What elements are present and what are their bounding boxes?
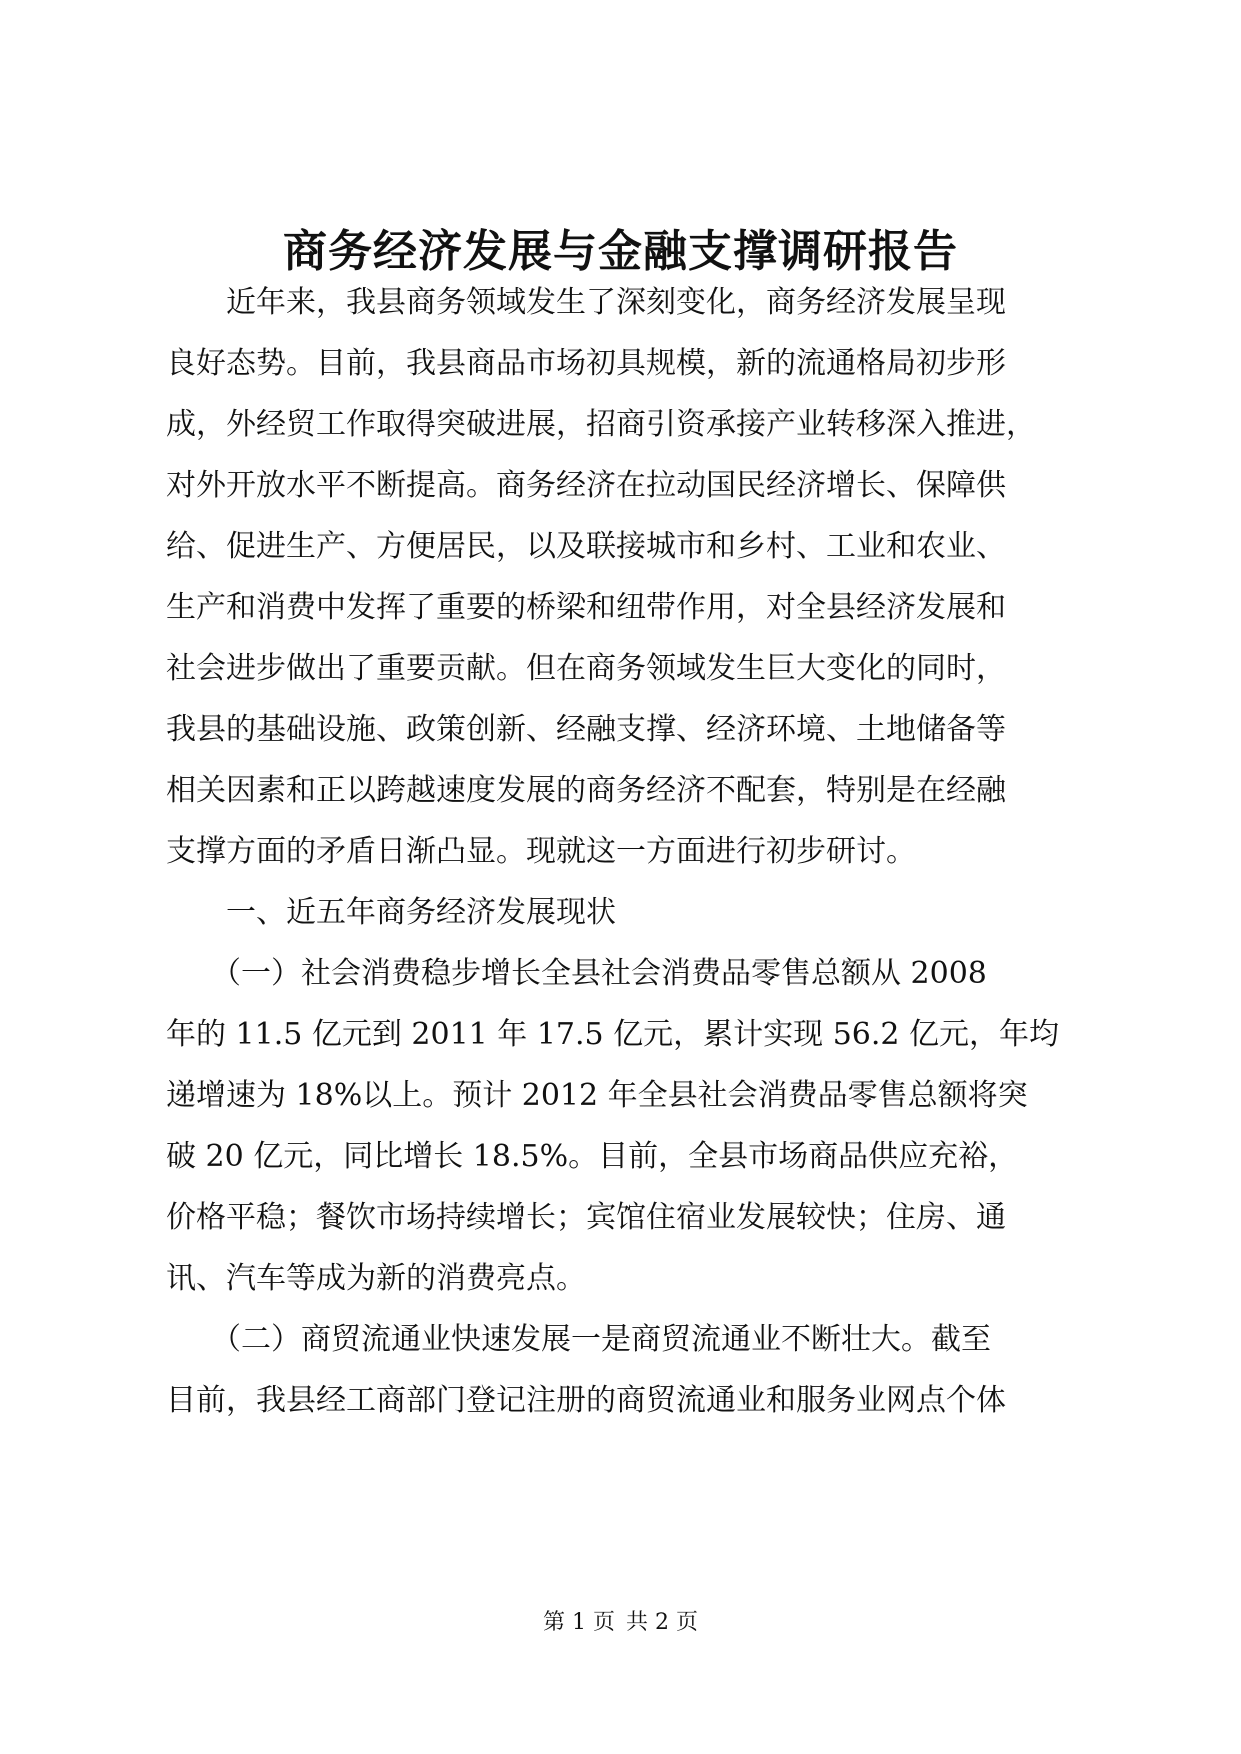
page-total: 共 2 页 [626,1610,698,1635]
body-line: （二）商贸流通业快速发展一是商贸流通业不断壮大。截至 [166,1322,991,1357]
body-line: 相关因素和正以跨越速度发展的商务经济不配套，特别是在经融 [166,773,1006,808]
document-body [166,272,1078,1431]
body-line: 破 20 亿元，同比增长 18.5%。目前，全县市场商品供应充裕， [166,1139,1019,1174]
body-line: 递增速为 18%以上。预计 2012 年全县社会消费品零售总额将突 [166,1078,1028,1113]
page-number: 第 1 页 [543,1610,615,1635]
body-line: 目前，我县经工商部门登记注册的商贸流通业和服务业网点个体 [166,1383,1006,1418]
body-line: 讯、汽车等成为新的消费亮点。 [166,1261,586,1296]
body-line: 近年来，我县商务领域发生了深刻变化，商务经济发展呈现 [166,285,1006,320]
body-line: 我县的基础设施、政策创新、经融支撑、经济环境、土地储备等 [166,712,1006,747]
body-line: 生产和消费中发挥了重要的桥梁和纽带作用，对全县经济发展和 [166,590,1006,625]
body-line: 社会进步做出了重要贡献。但在商务领域发生巨大变化的同时， [166,651,1006,686]
body-line: 价格平稳；餐饮市场持续增长；宾馆住宿业发展较快；住房、通 [166,1200,1006,1235]
body-line: （一）社会消费稳步增长全县社会消费品零售总额从 2008 [166,956,987,991]
body-line: 良好态势。目前，我县商品市场初具规模，新的流通格局初步形 [166,346,1006,381]
section-heading: 一、近五年商务经济发展现状 [166,895,616,930]
body-line: 支撑方面的矛盾日渐凸显。现就这一方面进行初步研讨。 [166,834,916,869]
body-line: 对外开放水平不断提高。商务经济在拉动国民经济增长、保障供 [166,468,1006,503]
body-line: 给、促进生产、方便居民，以及联接城市和乡村、工业和农业、 [166,529,1006,564]
body-line: 成，外经贸工作取得突破进展，招商引资承接产业转移深入推进， [166,407,1036,442]
page-footer [0,1608,1241,1638]
document-title: 商务经济发展与金融支撑调研报告 [283,226,958,277]
body-line: 年的 11.5 亿元到 2011 年 17.5 亿元，累计实现 56.2 亿元，年均 [166,1017,1060,1052]
